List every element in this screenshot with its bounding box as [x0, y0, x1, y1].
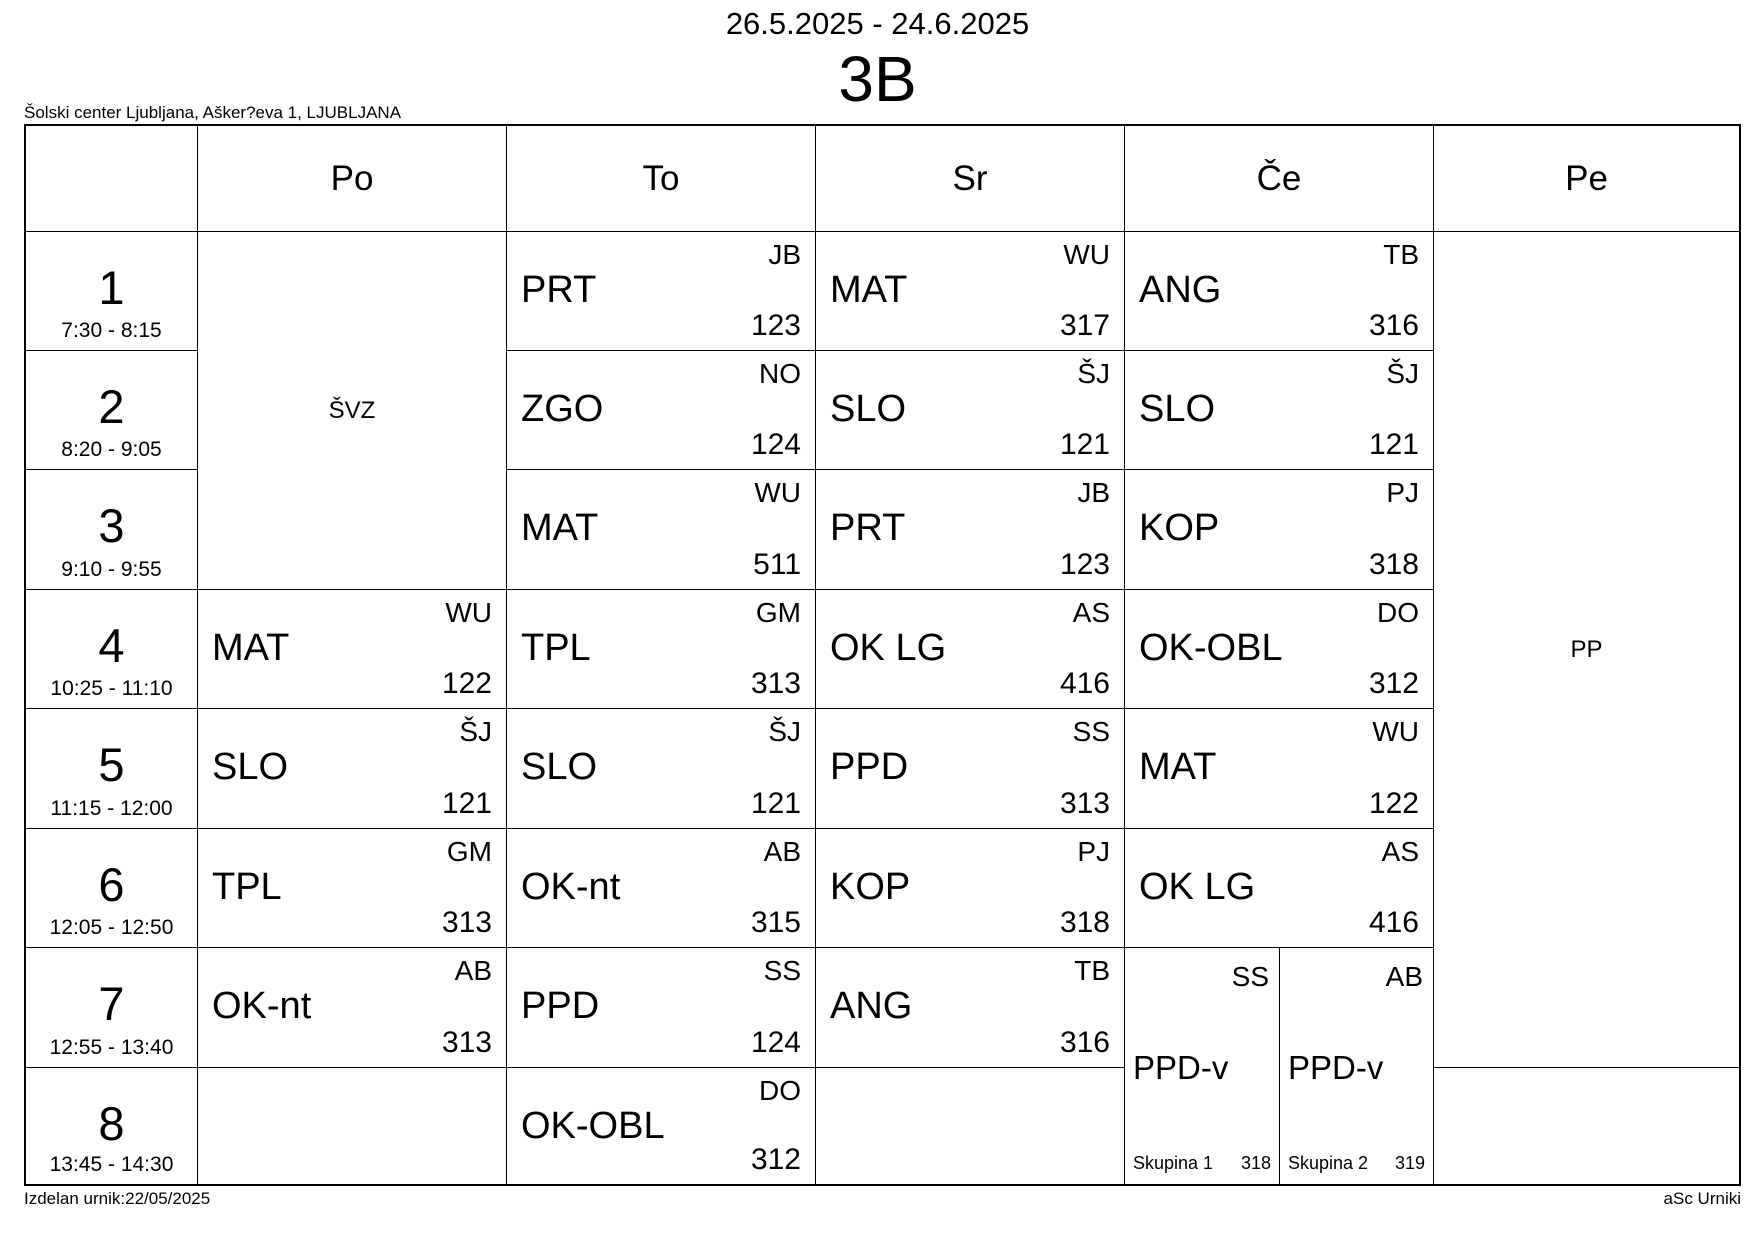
lesson-room: 316 [1368, 309, 1419, 342]
lesson-cell[interactable] [198, 948, 507, 1068]
lesson-teacher: ŠJ [459, 716, 492, 747]
period-number: 3 [98, 499, 125, 552]
period-number: 7 [98, 977, 125, 1030]
lesson-cell[interactable] [1125, 470, 1434, 590]
group-lesson-cell[interactable] [1125, 948, 1280, 1184]
lesson-teacher: DO [1377, 597, 1419, 628]
lesson-block[interactable] [1434, 232, 1739, 1068]
lesson-room: 312 [750, 1143, 801, 1176]
lesson-room: 313 [750, 667, 801, 700]
lesson-teacher: DO [759, 1075, 801, 1106]
lesson-cell[interactable] [1125, 590, 1434, 709]
lesson-subject: MAT [1139, 746, 1217, 788]
lesson-cell[interactable] [507, 1068, 816, 1184]
corner-cell [26, 126, 198, 232]
lesson-room: 315 [750, 906, 801, 939]
lesson-cell[interactable] [816, 948, 1125, 1068]
lesson-subject: PPD [830, 746, 909, 788]
period-cell [26, 590, 198, 709]
period-time: 10:25 - 11:10 [50, 677, 173, 700]
lesson-group: Skupina 1 [1133, 1153, 1214, 1173]
period-time: 12:05 - 12:50 [49, 916, 174, 939]
lesson-cell[interactable] [1125, 351, 1434, 470]
lesson-subject: OK LG [830, 627, 947, 669]
day-label: To [642, 158, 680, 198]
lesson-cell[interactable] [1125, 709, 1434, 829]
lesson-room: 511 [753, 548, 801, 581]
lesson-subject: MAT [212, 627, 290, 669]
timetable-grid [24, 124, 1741, 1186]
lesson-room: 317 [1059, 309, 1110, 342]
period-time: 13:45 - 14:30 [49, 1153, 174, 1176]
lesson-subject: OK-OBL [1139, 627, 1283, 669]
lesson-room: 313 [441, 906, 492, 939]
lesson-cell[interactable] [816, 351, 1125, 470]
lesson-teacher: AS [1381, 836, 1419, 867]
lesson-teacher: ŠJ [1386, 358, 1419, 389]
group-lesson-cell[interactable] [1280, 948, 1434, 1184]
lesson-subject: SLO [212, 746, 289, 788]
day-header-sr [816, 126, 1125, 232]
lesson-subject: ŠVZ [328, 396, 376, 424]
period-cell [26, 1068, 198, 1184]
lesson-teacher: SS [1231, 961, 1269, 992]
lesson-subject: PPD-v [1133, 1049, 1229, 1086]
lesson-cell[interactable] [507, 590, 816, 709]
lesson-teacher: WU [754, 477, 801, 508]
lesson-subject: KOP [830, 866, 911, 908]
lesson-teacher: TB [1074, 955, 1110, 986]
empty-cell [198, 1068, 507, 1184]
lesson-room: 123 [1059, 548, 1110, 581]
lesson-teacher: AB [454, 955, 492, 986]
period-number: 2 [98, 380, 125, 433]
software-credit: aSc Urniki [1663, 1189, 1741, 1208]
period-number: 8 [98, 1097, 125, 1150]
day-header-ce [1125, 126, 1434, 232]
lesson-teacher: PJ [1077, 836, 1110, 867]
lesson-room: 312 [1368, 667, 1419, 700]
lesson-subject: SLO [521, 746, 598, 788]
lesson-subject: PPD-v [1288, 1049, 1384, 1086]
day-header-pe [1434, 126, 1739, 232]
lesson-cell[interactable] [816, 590, 1125, 709]
period-cell [26, 948, 198, 1068]
lesson-room: 124 [750, 1026, 801, 1059]
lesson-subject: OK-nt [521, 866, 621, 908]
lesson-room: 416 [1368, 906, 1419, 939]
lesson-subject: TPL [212, 866, 282, 908]
period-time: 7:30 - 8:15 [61, 319, 162, 342]
class-title: 3B [838, 43, 917, 115]
day-header-to [507, 126, 816, 232]
day-label: Sr [952, 158, 988, 198]
lesson-subject: OK LG [1139, 866, 1256, 908]
lesson-cell[interactable] [816, 232, 1125, 351]
lesson-subject: MAT [521, 507, 599, 549]
lesson-subject: KOP [1139, 507, 1220, 549]
period-time: 11:15 - 12:00 [50, 797, 173, 820]
lesson-subject: ANG [1139, 269, 1222, 311]
lesson-teacher: WU [1063, 239, 1110, 270]
period-cell [26, 470, 198, 590]
lesson-cell[interactable] [198, 829, 507, 948]
lesson-cell[interactable] [507, 948, 816, 1068]
lesson-cell[interactable] [507, 470, 816, 590]
day-label: Pe [1565, 158, 1608, 198]
date-range: 26.5.2025 - 24.6.2025 [725, 6, 1030, 41]
period-cell [26, 829, 198, 948]
lesson-cell[interactable] [507, 351, 816, 470]
lesson-teacher: AB [1385, 961, 1423, 992]
lesson-block[interactable] [198, 232, 507, 590]
lesson-teacher: WU [1372, 716, 1419, 747]
lesson-room: 121 [750, 787, 801, 820]
lesson-room: 121 [1059, 428, 1110, 461]
lesson-teacher: SS [1072, 716, 1110, 747]
lesson-subject: OK-OBL [521, 1105, 665, 1147]
empty-cell [816, 1068, 1125, 1184]
lesson-teacher: NO [759, 358, 801, 389]
lesson-cell[interactable] [816, 709, 1125, 829]
period-number: 4 [98, 619, 125, 672]
period-cell [26, 232, 198, 351]
period-time: 8:20 - 9:05 [61, 438, 162, 461]
lesson-teacher: SS [763, 955, 801, 986]
lesson-group: Skupina 2 [1288, 1153, 1369, 1173]
lesson-teacher: AS [1072, 597, 1110, 628]
lesson-subject: MAT [830, 269, 908, 311]
lesson-cell[interactable] [198, 709, 507, 829]
lesson-teacher: TB [1383, 239, 1419, 270]
lesson-subject: SLO [830, 388, 907, 430]
lesson-subject: PRT [521, 269, 597, 311]
lesson-cell[interactable] [1125, 232, 1434, 351]
lesson-cell[interactable] [816, 829, 1125, 948]
empty-cell [1434, 1068, 1739, 1184]
lesson-cell[interactable] [507, 829, 816, 948]
lesson-teacher: JB [1077, 477, 1110, 508]
lesson-subject: ANG [830, 985, 913, 1027]
lesson-room: 123 [750, 309, 801, 342]
lesson-cell[interactable] [198, 590, 507, 709]
lesson-room: 122 [1368, 787, 1419, 820]
lesson-teacher: WU [445, 597, 492, 628]
lesson-subject: TPL [521, 627, 591, 669]
lesson-subject: SLO [1139, 388, 1216, 430]
lesson-room: 124 [750, 428, 801, 461]
lesson-room: 316 [1059, 1026, 1110, 1059]
lesson-teacher: ŠJ [768, 716, 801, 747]
lesson-teacher: ŠJ [1077, 358, 1110, 389]
lesson-teacher: GM [755, 597, 801, 628]
lesson-teacher: JB [768, 239, 801, 270]
lesson-room: 122 [441, 667, 492, 700]
lesson-room: 121 [1368, 428, 1419, 461]
created-date: Izdelan urnik:22/05/2025 [24, 1189, 211, 1208]
period-number: 1 [98, 261, 125, 314]
day-header-po [198, 126, 507, 232]
lesson-subject: PP [1570, 635, 1603, 663]
school-name: Šolski center Ljubljana, Ašker?eva 1, LJUBLJANA [24, 103, 402, 122]
lesson-subject: PRT [830, 507, 906, 549]
lesson-cell[interactable] [507, 232, 816, 351]
lesson-room: 318 [1240, 1153, 1271, 1173]
lesson-teacher: GM [446, 836, 492, 867]
lesson-subject: OK-nt [212, 985, 312, 1027]
period-cell [26, 351, 198, 470]
lesson-subject: PPD [521, 985, 600, 1027]
period-number: 5 [98, 738, 125, 791]
lesson-room: 319 [1394, 1153, 1425, 1173]
lesson-room: 313 [1059, 787, 1110, 820]
lesson-cell[interactable] [507, 709, 816, 829]
lesson-room: 416 [1059, 667, 1110, 700]
lesson-cell[interactable] [1125, 829, 1434, 948]
lesson-teacher: AB [763, 836, 801, 867]
lesson-subject: ZGO [521, 388, 604, 430]
lesson-room: 318 [1368, 548, 1419, 581]
lesson-room: 313 [441, 1026, 492, 1059]
day-label: Če [1256, 158, 1302, 198]
lesson-room: 318 [1059, 906, 1110, 939]
period-number: 6 [98, 858, 125, 911]
period-time: 9:10 - 9:55 [61, 558, 162, 581]
lesson-cell[interactable] [816, 470, 1125, 590]
lesson-teacher: PJ [1386, 477, 1419, 508]
day-label: Po [330, 158, 374, 198]
lesson-room: 121 [441, 787, 492, 820]
period-time: 12:55 - 13:40 [49, 1036, 174, 1059]
period-cell [26, 709, 198, 829]
